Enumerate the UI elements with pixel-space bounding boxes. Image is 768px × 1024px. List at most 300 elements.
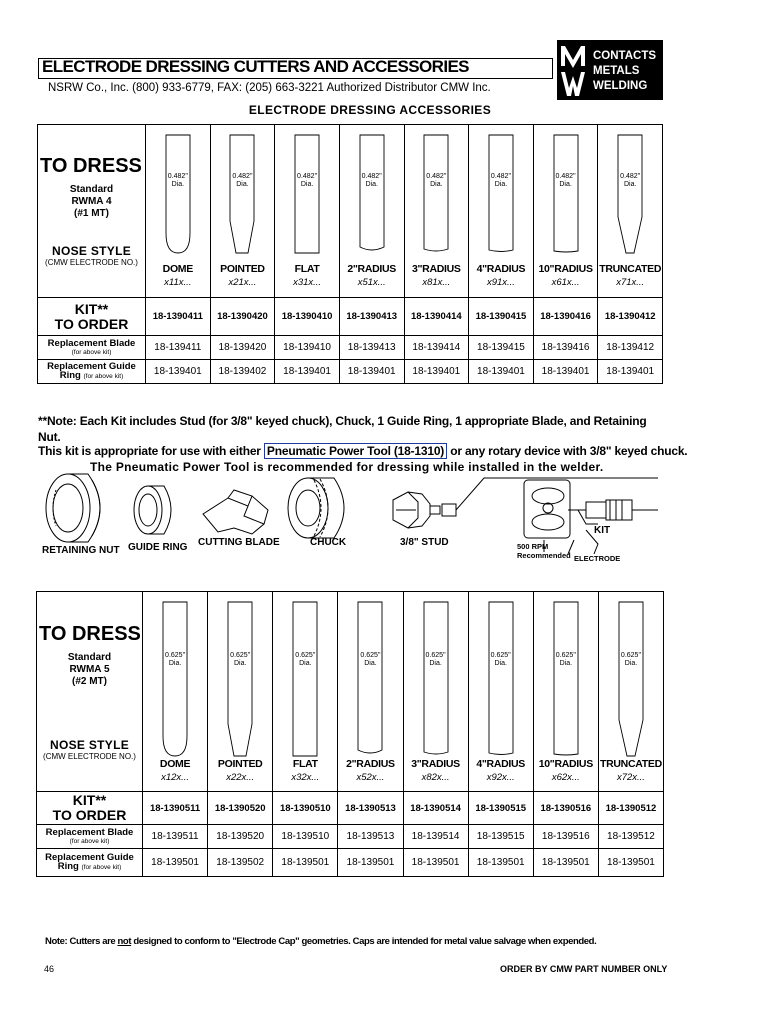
electrode-illustration-wrap xyxy=(143,592,207,790)
dia-label xyxy=(340,173,404,189)
electrode-illustration-wrap xyxy=(404,592,468,790)
blade-number-cell xyxy=(598,336,663,360)
blade-number: 18-139412 xyxy=(606,342,655,353)
rpm-value: 500 RPM xyxy=(517,542,549,551)
electrode-illustration-wrap xyxy=(534,592,598,790)
kit-number-cell xyxy=(403,792,468,825)
recommend-note: The Pneumatic Power Tool is recommended for dressing while installed in the welder. xyxy=(90,460,604,474)
kit-number: 18-1390414 xyxy=(410,311,462,322)
dia-label xyxy=(338,652,402,668)
ring-number-cell xyxy=(146,360,211,384)
electrode-outline xyxy=(358,602,382,753)
dia-unit: Dia. xyxy=(429,660,442,667)
dia-value: 0.482" xyxy=(232,173,253,180)
ring-word: Ring xyxy=(59,370,81,381)
electrode-code: x82x... xyxy=(421,772,450,783)
kit-number-cell xyxy=(273,792,338,825)
electrode-outline xyxy=(489,602,513,755)
nose-style-name-block xyxy=(599,758,663,783)
blade-number-cell xyxy=(338,825,403,849)
kit-number-cell xyxy=(533,298,598,336)
electrode-illustration-wrap xyxy=(469,592,533,790)
kit-note: **Note: Each Kit includes Stud (for 3/8" keyed chuck), Chuck, 1 Guide Ring, 1 appropriate Blade, and Retaining Nut. xyxy=(38,414,647,444)
replacement-blade-label: Replacement Blade xyxy=(45,826,134,838)
dia-label xyxy=(534,173,598,189)
distributor-line: NSRW Co., Inc. (800) 933-6779, FAX: (205) 663-3221 Authorized Distributor CMW Inc. xyxy=(48,82,491,94)
dia-label xyxy=(275,173,339,189)
nose-style-name-block xyxy=(534,263,598,288)
nose-style-cell-3-radius xyxy=(404,125,469,298)
ring-number: 18-139501 xyxy=(541,857,590,868)
dia-unit: Dia. xyxy=(494,181,508,188)
electrode-truncated-icon xyxy=(617,600,645,758)
logo-line-3: WELDING xyxy=(593,80,648,92)
dia-value: 0.482" xyxy=(426,173,447,180)
nose-style-cell-4-radius xyxy=(468,592,533,792)
nose-style-name-block xyxy=(338,758,402,783)
table-row-blade xyxy=(37,825,664,849)
kit-label-line-2: TO ORDER xyxy=(54,315,129,332)
blade-number: 18-139413 xyxy=(347,342,396,353)
ring-label-cell xyxy=(38,360,146,384)
electrode-code: x11x... xyxy=(164,277,192,288)
kit-number: 18-1390510 xyxy=(279,802,331,814)
blade-number: 18-139415 xyxy=(477,342,525,353)
dia-label xyxy=(208,652,272,668)
ring-label xyxy=(37,862,142,872)
nose-style-cell-flat xyxy=(275,125,340,298)
electrode-4-radius-icon xyxy=(487,600,515,758)
dia-label xyxy=(469,652,533,668)
dia-unit: Dia. xyxy=(623,181,637,188)
nose-style-cell-dome xyxy=(146,125,211,298)
cutting-blade-label: CUTTING BLADE xyxy=(198,537,280,548)
table-row-ring xyxy=(38,360,663,384)
footer-note-pre: Note: Cutters are xyxy=(45,936,118,947)
electrode-illustration-wrap xyxy=(146,125,210,296)
kit-number: 18-1390413 xyxy=(346,311,398,322)
dia-label xyxy=(469,173,533,189)
dia-label xyxy=(534,652,598,668)
table-row-header xyxy=(38,125,663,298)
nose-style-name: POINTED xyxy=(220,263,265,275)
kit-number: 18-1390520 xyxy=(214,802,266,814)
ring-number-cell xyxy=(338,849,403,877)
nose-style-name-block xyxy=(143,758,207,783)
ring-number-cell xyxy=(273,849,338,877)
ring-number-cell xyxy=(533,360,598,384)
nose-style-label: NOSE STYLE xyxy=(51,244,131,258)
ring-number: 18-139501 xyxy=(281,857,330,868)
standard-line-1: Standard xyxy=(69,184,114,195)
kit-number: 18-1390513 xyxy=(345,802,396,814)
tool-note xyxy=(38,444,687,458)
ring-number: 18-139401 xyxy=(283,366,331,377)
electrode-flat-icon xyxy=(293,133,321,255)
electrode-illustration-wrap xyxy=(534,125,598,296)
table-row-kit xyxy=(37,792,664,825)
kit-number: 18-1390516 xyxy=(540,802,592,814)
nose-style-name-block xyxy=(275,263,339,288)
dia-label xyxy=(405,173,469,189)
kit-number-cell xyxy=(469,298,534,336)
nose-style-cell-truncated xyxy=(598,125,663,298)
electrode-code: x51x... xyxy=(357,277,386,288)
cutting-blade-drawing xyxy=(203,490,268,534)
electrode-code: x81x... xyxy=(422,277,451,288)
ring-word: Ring xyxy=(57,861,79,872)
blade-number: 18-139512 xyxy=(607,831,655,842)
kit-number: 18-1390511 xyxy=(149,802,201,814)
ring-number: 18-139401 xyxy=(347,366,396,377)
retaining-nut-drawing xyxy=(46,474,100,542)
kit-number: 18-1390410 xyxy=(281,311,333,322)
ring-number-cell xyxy=(210,360,275,384)
kit-label-line-2: TO ORDER xyxy=(52,807,127,823)
kit-number: 18-1390512 xyxy=(605,802,657,814)
blade-number: 18-139510 xyxy=(281,831,330,842)
blade-number-cell xyxy=(404,336,469,360)
electrode-outline xyxy=(554,602,578,755)
electrode-outline xyxy=(230,135,254,253)
table-row-blade xyxy=(38,336,663,360)
blade-number: 18-139513 xyxy=(346,831,395,842)
electrode-code: x61x... xyxy=(551,277,580,288)
blade-number-cell xyxy=(403,825,468,849)
nose-style-name-block xyxy=(273,758,337,783)
dia-unit: Dia. xyxy=(364,660,377,667)
electrode-illustration-wrap xyxy=(405,125,469,296)
section-title: ELECTRODE DRESSING ACCESSORIES xyxy=(248,103,492,117)
ring-label xyxy=(38,371,145,381)
kit-label-cell xyxy=(37,792,143,825)
dia-label xyxy=(273,652,337,668)
nose-style-cell-2-radius xyxy=(338,592,403,792)
electrode-code: x92x... xyxy=(486,772,515,783)
electrode-code: x62x... xyxy=(551,772,580,783)
nose-style-cell-4-radius xyxy=(469,125,534,298)
ring-number: 18-139502 xyxy=(216,857,265,868)
nose-style-cell-truncated xyxy=(598,592,663,792)
dia-value: 0.482" xyxy=(490,173,511,180)
electrode-illustration-wrap xyxy=(275,125,339,296)
cmw-logo-mark xyxy=(555,40,665,100)
nose-style-name-block xyxy=(405,263,469,288)
electrode-code: x72x... xyxy=(616,772,645,783)
ring-number: 18-139401 xyxy=(153,366,202,377)
guide-ring-label: GUIDE RING xyxy=(128,542,188,553)
footer-note-post: designed to conform to "Electrode Cap" geometries. Caps are intended for metal value salvage when expended. xyxy=(131,936,597,947)
dia-unit: Dia. xyxy=(430,181,443,188)
kit-number-cell xyxy=(338,792,403,825)
standard-line-3: (#2 MT) xyxy=(72,675,107,687)
cmw-electrode-no-label: (CMW ELECTRODE NO.) xyxy=(43,751,136,761)
electrode-illustration-wrap xyxy=(599,592,663,790)
for-above-kit-label: (for above kit) xyxy=(71,348,112,356)
ring-number-cell xyxy=(339,360,404,384)
electrode-outline xyxy=(424,602,448,754)
table-row-ring xyxy=(37,849,664,877)
blade-number-cell xyxy=(273,825,338,849)
kit-number-cell xyxy=(598,298,663,336)
kit-number-cell xyxy=(598,792,663,825)
kit-number-cell xyxy=(146,298,211,336)
to-dress-label: TO DRESS xyxy=(39,622,141,645)
ring-number: 18-139401 xyxy=(606,366,655,377)
standard-line-3: (#1 MT) xyxy=(74,208,109,219)
electrode-outline xyxy=(424,135,448,251)
replacement-guide-label: Replacement Guide xyxy=(45,852,134,863)
electrode-4-radius-icon xyxy=(487,133,515,255)
nose-style-name-block xyxy=(534,758,598,783)
page-number: 46 xyxy=(44,964,55,974)
kit-number: 18-1390416 xyxy=(540,311,591,322)
electrode-truncated-icon xyxy=(616,133,644,255)
electrode-3-radius-icon xyxy=(422,133,450,255)
replacement-blade-label: Replacement Blade xyxy=(47,337,136,349)
blade-label-cell xyxy=(38,336,146,360)
electrode-illustration-wrap xyxy=(208,592,272,790)
nose-style-name-block xyxy=(146,263,210,288)
dia-value: 0.482" xyxy=(167,173,188,180)
ring-number-cell xyxy=(403,849,468,877)
electrode-2-radius-icon xyxy=(358,133,386,255)
ring-number: 18-139401 xyxy=(477,366,525,377)
nose-style-cell-2-radius xyxy=(339,125,404,298)
ring-number-cell xyxy=(468,849,533,877)
nose-style-name: FLAT xyxy=(292,758,318,770)
ring-number-cell xyxy=(143,849,208,877)
electrode-code: x21x... xyxy=(228,277,257,288)
stud-drawing xyxy=(393,492,456,528)
electrode-outline xyxy=(228,602,252,756)
blade-number-cell xyxy=(533,336,598,360)
nose-style-cell-3-radius xyxy=(403,592,468,792)
dia-unit: Dia. xyxy=(365,181,378,188)
electrode-code: x91x... xyxy=(486,277,515,288)
ring-label-cell xyxy=(37,849,143,877)
dia-unit: Dia. xyxy=(559,181,572,188)
nose-style-name: TRUNCATED xyxy=(599,263,662,275)
ring-number: 18-139401 xyxy=(412,366,461,377)
blade-number-cell xyxy=(469,336,534,360)
for-above-kit-label: (for above kit) xyxy=(69,837,110,845)
dia-value: 0.482" xyxy=(555,173,576,180)
pneumatic-tool-link[interactable]: Pneumatic Power Tool (18-1310) xyxy=(264,443,447,459)
electrode-code: x52x... xyxy=(356,772,385,783)
electrode-outline xyxy=(163,602,187,756)
nose-style-name-block xyxy=(208,758,272,783)
nose-style-cell-pointed xyxy=(208,592,273,792)
dia-value: 0.482" xyxy=(361,173,382,180)
kit-number: 18-1390420 xyxy=(217,311,268,322)
electrode-2-radius-icon xyxy=(356,600,384,758)
dia-label xyxy=(211,173,275,189)
logo-line-1: CONTACTS xyxy=(593,50,657,62)
kit-number: 18-1390515 xyxy=(475,802,527,814)
blade-number: 18-139515 xyxy=(476,831,525,842)
nose-style-name: DOME xyxy=(162,263,193,275)
dia-value: 0.625" xyxy=(425,652,446,659)
electrode-outline xyxy=(618,135,642,253)
dia-unit: Dia. xyxy=(233,660,247,667)
electrode-10-radius-icon xyxy=(552,600,580,758)
nose-style-name: 10"RADIUS xyxy=(538,263,593,275)
blade-number: 18-139511 xyxy=(151,831,199,842)
electrode-dome-icon xyxy=(161,600,189,758)
electrode-code: x12x... xyxy=(161,772,190,783)
kit-number: 18-1390415 xyxy=(475,311,527,322)
guide-ring-drawing xyxy=(134,486,171,534)
blade-number: 18-139416 xyxy=(541,342,590,353)
ring-number: 18-139501 xyxy=(346,857,395,868)
electrode-illustration-wrap xyxy=(211,125,275,296)
kit-number-cell xyxy=(533,792,598,825)
blade-number: 18-139411 xyxy=(154,342,202,353)
blade-number-cell xyxy=(143,825,208,849)
dia-label xyxy=(146,173,210,189)
dia-unit: Dia. xyxy=(299,660,312,667)
electrode-pointed-icon xyxy=(226,600,254,758)
rpm-label xyxy=(517,542,571,560)
electrode-illustration-wrap xyxy=(273,592,337,790)
nose-style-cell-dome xyxy=(143,592,208,792)
footer-note xyxy=(45,936,596,947)
nose-style-name-block xyxy=(404,758,468,783)
blade-number-cell xyxy=(146,336,211,360)
rpm-recommended: Recommended xyxy=(517,551,571,560)
dia-unit: Dia. xyxy=(559,660,573,667)
nose-style-name: 4"RADIUS xyxy=(476,758,526,770)
electrode-code: x22x... xyxy=(226,772,255,783)
electrode-code: x31x... xyxy=(293,277,322,288)
dia-value: 0.625" xyxy=(360,652,381,659)
blade-number: 18-139520 xyxy=(216,831,265,842)
ring-number-cell xyxy=(208,849,273,877)
blade-number: 18-139410 xyxy=(283,342,331,353)
blade-number-cell xyxy=(339,336,404,360)
nose-style-name-block xyxy=(469,758,533,783)
electrode-dome-icon xyxy=(164,133,192,255)
blade-number: 18-139514 xyxy=(411,831,460,842)
nose-style-name: TRUNCATED xyxy=(600,758,662,770)
blade-number-cell xyxy=(533,825,598,849)
stud-label: 3/8" STUD xyxy=(400,537,449,548)
kit-label-cell xyxy=(38,298,146,336)
ring-for-above-kit: (for above kit) xyxy=(83,373,124,380)
dia-value: 0.625" xyxy=(295,652,316,659)
kit-label-line-1: KIT** xyxy=(74,300,109,317)
electrode-flat-icon xyxy=(291,600,319,758)
nose-style-cell-10-radius xyxy=(533,592,598,792)
blade-number-cell xyxy=(210,336,275,360)
standard-line-1: Standard xyxy=(67,651,112,663)
blade-number-cell xyxy=(275,336,340,360)
to-dress-cell xyxy=(38,125,146,298)
blade-number-cell xyxy=(598,825,663,849)
nose-style-name: DOME xyxy=(159,758,191,770)
electrode-outline xyxy=(554,135,578,252)
electrode-pointed-icon xyxy=(228,133,256,255)
kit-number: 18-1390411 xyxy=(152,311,203,322)
nose-style-name-block xyxy=(340,263,404,288)
dia-value: 0.482" xyxy=(620,173,641,180)
nose-style-name-block xyxy=(211,263,275,288)
electrode-illustration-wrap xyxy=(338,592,402,790)
nose-style-cell-10-radius xyxy=(533,125,598,298)
nose-style-name: 3"RADIUS xyxy=(411,263,461,275)
kit-number-cell xyxy=(275,298,340,336)
dia-unit: Dia. xyxy=(494,660,507,667)
spec-table-rwma4 xyxy=(37,124,663,384)
nose-style-name: 2"RADIUS xyxy=(347,263,397,275)
nose-style-cell-pointed xyxy=(210,125,275,298)
kit-number: 18-1390514 xyxy=(410,802,461,814)
chuck-label: CHUCK xyxy=(310,537,347,548)
order-note: ORDER BY CMW PART NUMBER ONLY xyxy=(500,964,668,974)
cmw-electrode-no-label: (CMW ELECTRODE NO.) xyxy=(45,258,138,267)
electrode-outline xyxy=(295,135,319,253)
dia-unit: Dia. xyxy=(171,181,185,188)
replacement-guide-label: Replacement Guide xyxy=(47,361,136,372)
logo-line-2: METALS xyxy=(593,65,640,77)
tool-note-post: or any rotary device with 3/8" keyed chuck. xyxy=(447,444,688,458)
tool-note-pre: This kit is appropriate for use with either xyxy=(38,444,264,458)
nose-style-name: FLAT xyxy=(294,263,320,275)
ring-number: 18-139501 xyxy=(607,857,655,868)
ring-number: 18-139401 xyxy=(541,366,590,377)
blade-number: 18-139414 xyxy=(412,342,461,353)
dia-label xyxy=(143,652,207,668)
blade-number: 18-139420 xyxy=(218,342,267,353)
spec-table-rwma5 xyxy=(36,591,664,877)
ring-number-cell xyxy=(469,360,534,384)
dia-label xyxy=(598,173,662,189)
kit-number-cell xyxy=(210,298,275,336)
kit-number-cell xyxy=(208,792,273,825)
electrode-outline xyxy=(293,602,317,756)
electrode-illustration-wrap xyxy=(598,125,662,296)
electrode-illustration-wrap xyxy=(340,125,404,296)
ring-number-cell xyxy=(598,360,663,384)
electrode-code: x32x... xyxy=(291,772,320,783)
dia-unit: Dia. xyxy=(300,181,314,188)
cmw-logo xyxy=(555,40,665,100)
dia-label xyxy=(404,652,468,668)
kit-callout-label: KIT xyxy=(594,525,611,536)
dia-value: 0.625" xyxy=(555,652,576,659)
kit-number-cell xyxy=(404,298,469,336)
nose-style-name: 10"RADIUS xyxy=(538,758,593,770)
nose-style-name-block xyxy=(469,263,533,288)
kit-number: 18-1390412 xyxy=(604,311,656,322)
kit-label-line-1: KIT** xyxy=(72,792,107,808)
electrode-outline xyxy=(619,602,643,756)
blade-number: 18-139516 xyxy=(541,831,590,842)
electrode-code: x71x... xyxy=(616,277,645,288)
nose-style-name: 2"RADIUS xyxy=(346,758,395,770)
standard-line-2: RWMA 5 xyxy=(69,663,110,675)
blade-number-cell xyxy=(468,825,533,849)
nose-style-name-block xyxy=(598,263,662,288)
nose-style-name: 4"RADIUS xyxy=(476,263,526,275)
electrode-10-radius-icon xyxy=(552,133,580,255)
ring-number-cell xyxy=(404,360,469,384)
ring-number: 18-139501 xyxy=(411,857,460,868)
kit-number-cell xyxy=(143,792,208,825)
dia-unit: Dia. xyxy=(168,660,182,667)
to-dress-cell xyxy=(37,592,143,792)
